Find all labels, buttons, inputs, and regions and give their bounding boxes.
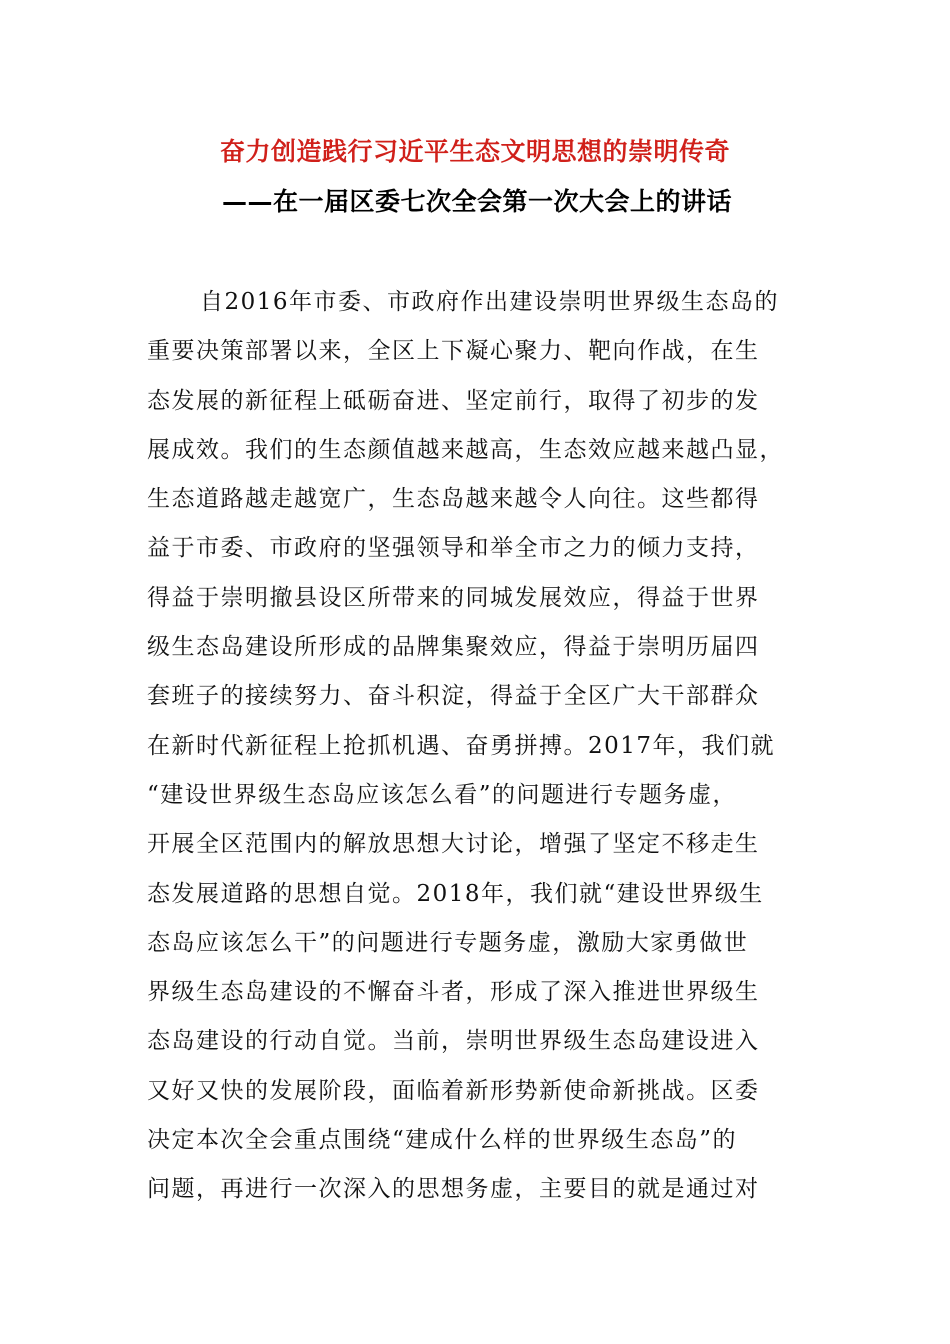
body-line: 界级生态岛建设的不懈奋斗者，形成了深入推进世界级生 <box>147 979 760 1006</box>
body-line: 级生态岛建设所形成的品牌集聚效应，得益于崇明历届四 <box>147 634 760 661</box>
body-line: 益于市委、市政府的坚强领导和举全市之力的倾力支持， <box>147 535 760 562</box>
body-line: 态发展的新征程上砥砺奋进、坚定前行，取得了初步的发 <box>147 387 760 414</box>
body-line: “建设世界级生态岛应该怎么看”的问题进行专题务虚， <box>147 781 738 808</box>
body-line: 开展全区范围内的解放思想大讨论，增强了坚定不移走生 <box>147 831 760 858</box>
document-body <box>147 282 797 1219</box>
body-line: 重要决策部署以来，全区上下凝心聚力、靶向作战，在生 <box>147 338 760 365</box>
body-line: 决定本次全会重点围绕“建成什么样的世界级生态岛”的 <box>147 1127 738 1154</box>
body-line: 态岛应该怎么干”的问题进行专题务虚，激励大家勇做世 <box>147 929 749 956</box>
body-line: 自2016年市委、市政府作出建设崇明世界级生态岛的 <box>200 289 780 315</box>
body-line: 生态道路越走越宽广，生态岛越来越令人向往。这些都得 <box>147 486 760 513</box>
document-subtitle: ——在一届区委七次全会第一次大会上的讲话 <box>222 187 733 216</box>
body-line: 套班子的接续努力、奋斗积淀，得益于全区广大干部群众 <box>147 683 760 710</box>
body-line: 在新时代新征程上抢抓机遇、奋勇拼搏。2017年，我们就 <box>147 732 776 759</box>
body-line: 展成效。我们的生态颜值越来越高，生态效应越来越凸显， <box>147 436 784 463</box>
body-line: 得益于崇明撤县设区所带来的同城发展效应，得益于世界 <box>147 584 760 611</box>
body-line: 态发展道路的思想自觉。2018年，我们就“建设世界级生 <box>147 880 764 907</box>
body-line: 又好又快的发展阶段，面临着新形势新使命新挑战。区委 <box>147 1077 760 1104</box>
body-line: 态岛建设的行动自觉。当前，崇明世界级生态岛建设进入 <box>147 1028 760 1055</box>
body-line: 问题，再进行一次深入的思想务虚，主要目的就是通过对 <box>147 1176 760 1203</box>
document-title: 奋力创造践行习近平生态文明思想的崇明传奇 <box>219 137 730 166</box>
